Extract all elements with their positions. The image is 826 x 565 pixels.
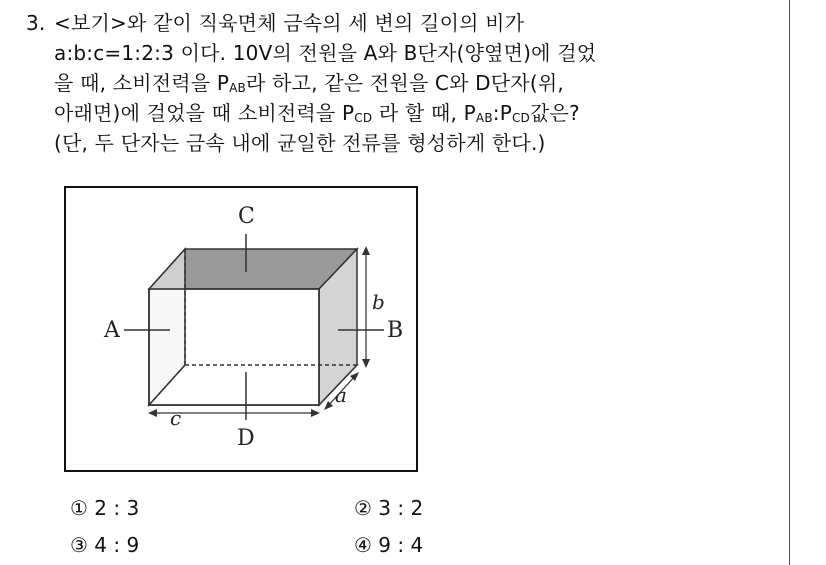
question-line-5: (단, 두 단자는 금속 내에 균일한 전류를 형성하게 한다.) xyxy=(54,131,546,155)
label-dim-a: a xyxy=(335,383,347,407)
label-d: D xyxy=(237,426,255,451)
question-line-4: 아래면)에 걸었을 때 소비전력을 $P_{CD}$ 라 할 때, $P_{AB}:P_{CD}$값은? xyxy=(54,101,580,125)
choice-2[interactable]: ② 3 : 2 xyxy=(354,496,424,520)
question-text xyxy=(26,8,786,158)
question-number: 3. xyxy=(26,11,46,35)
question-line-2: a:b:c=1:2:3 이다. 10V의 전원을 A와 B단자(양옆면)에 걸었 xyxy=(54,41,597,65)
choice-4[interactable]: ④ 9 : 4 xyxy=(354,533,424,557)
choice-3[interactable]: ③ 4 : 9 xyxy=(70,533,140,557)
label-dim-c: c xyxy=(170,406,182,430)
cuboid-figure xyxy=(64,186,418,472)
label-a: A xyxy=(104,318,120,343)
label-c: C xyxy=(238,204,255,229)
label-b: B xyxy=(387,318,404,343)
page-column-divider xyxy=(789,0,790,565)
question-line-1: 3. <보기>와 같이 직육면체 금속의 세 변의 길이의 비가 xyxy=(26,8,786,38)
choice-1[interactable]: ① 2 : 3 xyxy=(70,496,140,520)
label-dim-b: b xyxy=(372,290,385,314)
question-line-3: 을 때, 소비전력을 $P_{AB}$라 하고, 같은 전원을 C와 D단자(위, xyxy=(54,71,564,95)
